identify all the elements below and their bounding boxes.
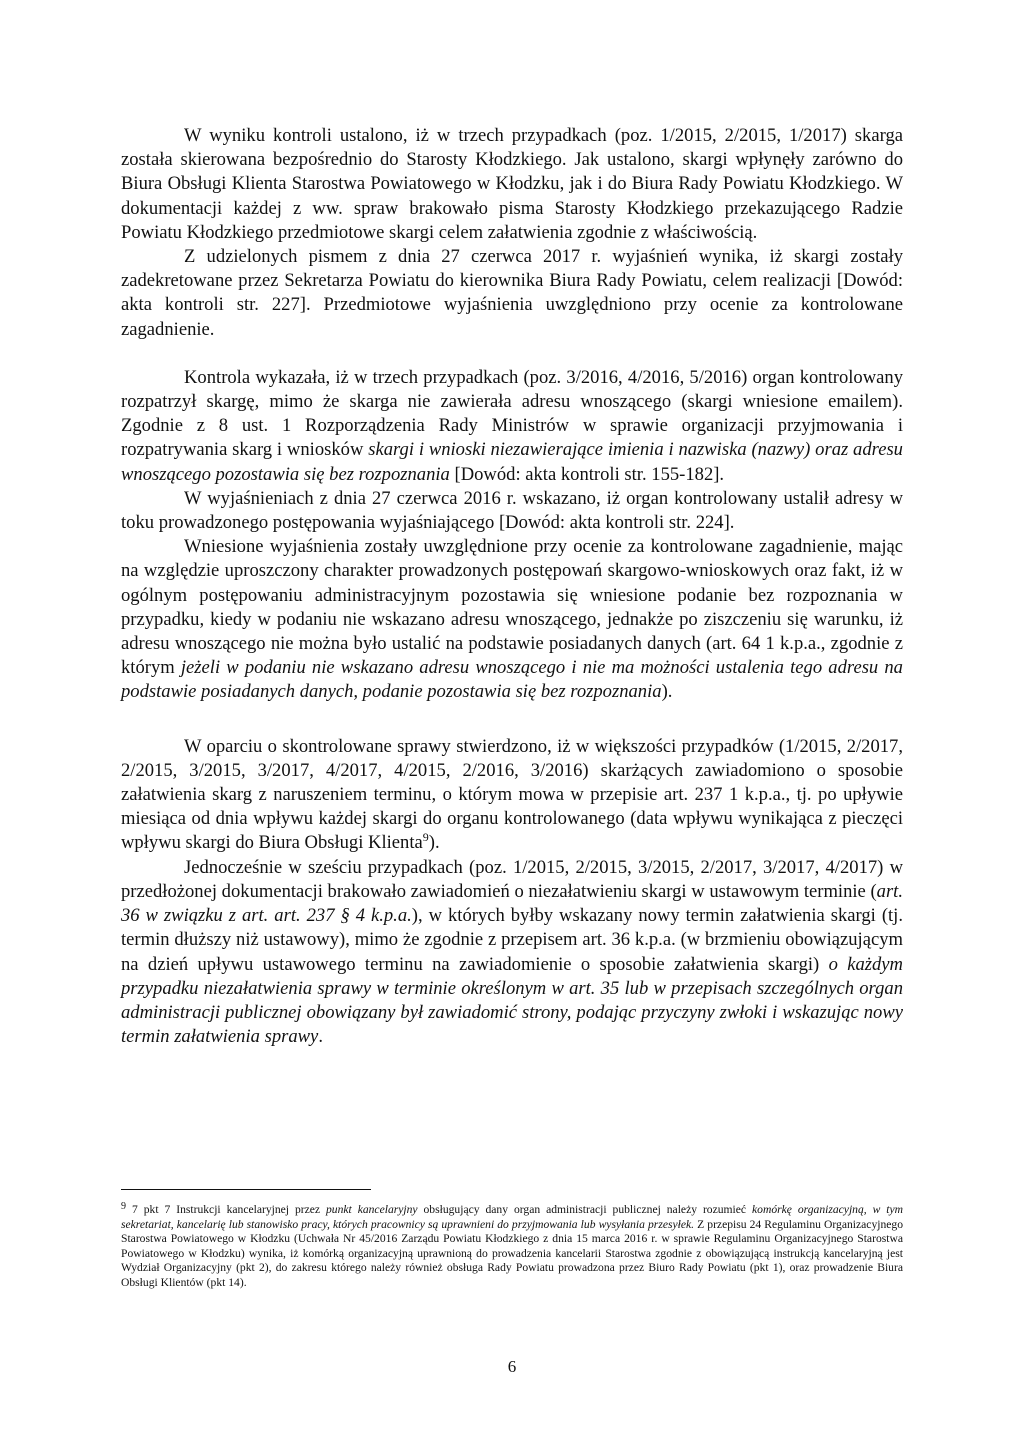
text-run: W wyniku kontroli ustalono, iż w trzech przypadkach (poz. 1/2015, 2/2015, 1/2017) skarga została skierowana bezpośrednio do Starosty Kłodzkiego. Jak ustalono, skargi wpłynęły zarówno do Biura Obsługi Klienta Starostwa Powiatowego w Kłodzku, jak i do Biura Rady Powiatu Kłodzkiego. W dokumentacji każdej z ww. spraw brakowało pisma Starosty Kłodzkiego przekazującego Radzie Powiatu Kłodzkiego przedmiotowe skargi celem załatwienia zgodnie z właściwością. [121, 125, 903, 243]
italic-text: komórkę organizacyjną, w tym sekretariat, kancelarię lub stanowisko pracy, których pracownicy są uprawnieni do przyjmowania lub wysyłania przesyłek. [121, 1203, 904, 1231]
italic-text: o każdym przypadku niezałatwienia sprawy w terminie określonym w art. 35 lub w przepisach szczególnych organ administracji publicznej obowiązany był zawiadomić strony, podając przyczyny zwłoki i wskazując nowy termin załatwienia sprawy [121, 953, 903, 1048]
footnote-text [121, 1203, 903, 1289]
text-run: ), w których byłby wskazany nowy termin załatwienia skargi (tj. termin dłuższy niż ustawowy), mimo że zgodnie z przepisem art. 36 k.p.a. (w brzmieniu obowiązującym na dzień upływu ustawowego terminu na zawiadomienie o sposobie załatwienia skargi) [121, 905, 903, 975]
paragraph-1 [121, 124, 903, 245]
paragraph-4 [121, 487, 903, 535]
footnote [121, 1200, 903, 1290]
text-run: Z udzielonych pismem z dnia 27 czerwca 2017 r. wyjaśnień wynika, iż skargi zostały zadekretowane przez Sekretarza Powiatu do kierownika Biura Rady Powiatu, celem realizacji [Dowód: akta kontroli str. 227]. Przedmiotowe wyjaśnienia uwzględniono przy ocenie za kontrolowane zagadnienie. [121, 246, 903, 340]
text-run: Z przepisu 24 Regulaminu Organizacyjnego Starostwa Powiatowego w Kłodzku (Uchwała Nr 45/2016 Zarządu Powiatu Kłodzkiego z dnia 15 marca 2016 r. w sprawie Regulaminu Organizacyjnego Starostwa Powiatowego w Kłodzku) wynika, iż komórką organizacyjną uprawnioną do prowadzenia kancelarii Starostwa zgodnie z obowiązującą instrukcją kancelaryjną jest Wydział Organizacyjny (pkt 2), do zakresu którego należy również obsługa Rady Powiatu prowadzona przez Biuro Rady Powiatu (pkt 1), oraz prowadzenie Biura Obsługi Klientów (pkt 14). [121, 1217, 903, 1289]
paragraph-2 [121, 245, 903, 342]
text-run: W oparciu o skontrolowane sprawy stwierdzono, iż w większości przypadków (1/2015, 2/2017, 2/2015, 3/2015, 3/2017, 4/2017, 4/2015, 2/2016, 3/2016) skarżących zawiadomiono o sposobie załatwienia skarg z naruszeniem terminu, o którym mowa w przepisie art. 237 1 k.p.a., tj. po upływie miesiąca od dnia wpływu każdej skargi do organu kontrolowanego (data wpływu wynikająca z pieczęci wpływu skargi do Biura Obsługi Klienta [121, 735, 903, 854]
text-run: [Dowód: akta kontroli str. 155-182]. [449, 463, 725, 485]
paragraph-3 [121, 366, 903, 487]
text-run: Jednocześnie w sześciu przypadkach (poz. 1/2015, 2/2015, 3/2015, 2/2017, 3/2017, 4/2017) w przedłożonej dokumentacji brakowało zawiadomień o niezałatwieniu skargi w ustawowym terminie ( [121, 856, 903, 902]
footnote-reference: 9 [422, 830, 429, 845]
text-run: Wniesione wyjaśnienia zostały uwzględnione przy ocenie za kontrolowane zagadnienie, mając na względzie uproszczony charakter prowadzonych postępowań skargowo-wnioskowych oraz fakt, iż w ogólnym postępowaniu administracyjnym pozostawia się wniesione podanie bez rozpoznania w przypadku, kiedy w podaniu nie wskazano adresu wnoszącego, jednakże po ziszczeniu się warunku, iż adresu wnoszącego nie można było ustalić na podstawie posiadanych danych (art. 64 1 k.p.a., zgodnie z którym [121, 536, 903, 679]
italic-text: art. 36 w związku z art. art. 237 § 4 k.p.a. [121, 880, 903, 927]
text-run: ). [661, 681, 673, 703]
text-run: W wyjaśnieniach z dnia 27 czerwca 2016 r. wskazano, iż organ kontrolowany ustalił adresy w toku prowadzonego postępowania wyjaśniającego [Dowód: akta kontroli str. 224]. [121, 487, 903, 534]
italic-text: jeżeli w podaniu nie wskazano adresu wnoszącego i nie ma możności ustalenia tego adresu na podstawie posiadanych danych, podanie pozostawia się bez rozpoznania [121, 657, 903, 703]
paragraph-5 [121, 535, 903, 704]
page-number: 6 [507, 1357, 517, 1376]
footnote-separator [121, 1189, 371, 1190]
text-run: Kontrola wykazała, iż w trzech przypadkach (poz. 3/2016, 4/2016, 5/2016) organ kontrolowany rozpatrzył skargę, mimo że skarga nie zawierała adresu wnoszącego (skargi wniesione emailem). Zgodnie z 8 ust. 1 Rozporządzenia Rady Ministrów w sprawie organizacji przyjmowania i rozpatrywania skarg i wniosków [121, 366, 903, 461]
italic-text: skargi i wnioski niezawierające imienia i nazwiska (nazwy) oraz adresu wnoszącego pozostawia się bez rozpoznania [121, 439, 903, 485]
text-run: obsługujący dany organ administracji publicznej należy rozumieć [417, 1203, 753, 1216]
text-run: ). [428, 832, 440, 854]
italic-text: punkt kancelaryjny [326, 1203, 418, 1216]
paragraph-6 [121, 735, 903, 856]
text-run: 7 pkt 7 Instrukcji kancelaryjnej przez [132, 1203, 326, 1216]
text-run: . [318, 1026, 323, 1048]
footnote-number: 9 [121, 1201, 126, 1212]
paragraph-7 [121, 856, 903, 1050]
body-text [121, 124, 903, 1049]
